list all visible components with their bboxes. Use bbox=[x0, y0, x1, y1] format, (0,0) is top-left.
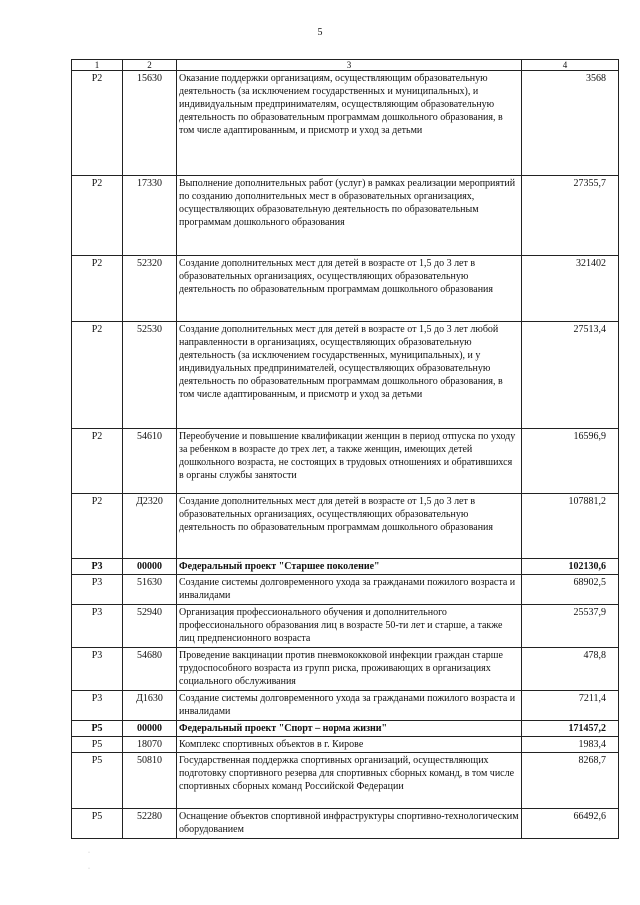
row-code: P5 bbox=[72, 809, 123, 839]
row-amount: 7211,4 bbox=[522, 691, 619, 721]
row-amount: 321402 bbox=[522, 256, 619, 322]
row-code: P2 bbox=[72, 176, 123, 256]
row-description: Создание дополнительных мест для детей в возрасте от 1,5 до 3 лет в образовательных организациях, осуществляющих образовательную деятельность по образовательным программам дошкольного образования bbox=[177, 256, 522, 322]
row-subcode: 18070 bbox=[123, 737, 177, 753]
row-code: P5 bbox=[72, 737, 123, 753]
row-amount: 27355,7 bbox=[522, 176, 619, 256]
row-description: Создание дополнительных мест для детей в возрасте от 1,5 до 3 лет любой направленности в организациях, осуществляющих образовательную деятельность (за исключением государственных, муниципальных), и у индивидуальных предпринимателей, осуществляющих образовательную деятельность по образовательным программам дошкольного образования, в том числе адаптированным, и присмотр и уход за детьми bbox=[177, 322, 522, 429]
row-code: P2 bbox=[72, 71, 123, 176]
row-description: Оснащение объектов спортивной инфраструктуры спортивно-технологическим оборудованием bbox=[177, 809, 522, 839]
table-row bbox=[72, 176, 619, 256]
row-amount: 16596,9 bbox=[522, 429, 619, 494]
row-description: Федеральный проект "Спорт – норма жизни" bbox=[177, 721, 522, 737]
row-code: P3 bbox=[72, 559, 123, 575]
table-row bbox=[72, 575, 619, 605]
row-subcode: 52280 bbox=[123, 809, 177, 839]
table-row bbox=[72, 737, 619, 753]
row-subcode: 54610 bbox=[123, 429, 177, 494]
row-subcode: 51630 bbox=[123, 575, 177, 605]
row-description: Федеральный проект "Старшее поколение" bbox=[177, 559, 522, 575]
row-subcode: 52940 bbox=[123, 605, 177, 648]
row-subcode: Д2320 bbox=[123, 494, 177, 559]
row-description: Проведение вакцинации против пневмококковой инфекции граждан старше трудоспособного возраста из групп риска, проживающих в организациях социального обслуживания bbox=[177, 648, 522, 691]
row-subcode: 50810 bbox=[123, 753, 177, 809]
table-row-section bbox=[72, 721, 619, 737]
row-code: P3 bbox=[72, 691, 123, 721]
table-row bbox=[72, 753, 619, 809]
row-code: P3 bbox=[72, 575, 123, 605]
row-code: P3 bbox=[72, 648, 123, 691]
scan-artifact: · bbox=[88, 866, 90, 872]
row-subcode: 17330 bbox=[123, 176, 177, 256]
table-row bbox=[72, 648, 619, 691]
column-header-3: 3 bbox=[177, 60, 522, 71]
row-subcode: 54680 bbox=[123, 648, 177, 691]
row-subcode: 00000 bbox=[123, 721, 177, 737]
row-description: Организация профессионального обучения и дополнительного профессионального образования лиц в возрасте 50-ти лет и старше, а также лиц предпенсионного возраста bbox=[177, 605, 522, 648]
row-subcode: 52530 bbox=[123, 322, 177, 429]
row-subcode: 00000 bbox=[123, 559, 177, 575]
row-description: Создание дополнительных мест для детей в возрасте от 1,5 до 3 лет в образовательных организациях, осуществляющих образовательную деятельность по образовательным программам дошкольного образования bbox=[177, 494, 522, 559]
table-row bbox=[72, 256, 619, 322]
row-subcode: 15630 bbox=[123, 71, 177, 176]
row-amount: 171457,2 bbox=[522, 721, 619, 737]
table-row bbox=[72, 429, 619, 494]
row-amount: 107881,2 bbox=[522, 494, 619, 559]
row-amount: 27513,4 bbox=[522, 322, 619, 429]
scan-artifact: · bbox=[88, 850, 90, 856]
row-code: P2 bbox=[72, 494, 123, 559]
row-amount: 66492,6 bbox=[522, 809, 619, 839]
row-description: Комплекс спортивных объектов в г. Кирове bbox=[177, 737, 522, 753]
row-amount: 102130,6 bbox=[522, 559, 619, 575]
column-header-1: 1 bbox=[72, 60, 123, 71]
table-row bbox=[72, 494, 619, 559]
row-amount: 8268,7 bbox=[522, 753, 619, 809]
table-row bbox=[72, 691, 619, 721]
page-number: 5 bbox=[317, 27, 323, 38]
row-code: P2 bbox=[72, 256, 123, 322]
row-amount: 68902,5 bbox=[522, 575, 619, 605]
table-row bbox=[72, 322, 619, 429]
row-description: Оказание поддержки организациям, осуществляющим образовательную деятельность (за исключением государственных и муниципальных), и индивидуальным предпринимателям, осуществляющим образовательную деятельность по образовательным программам дошкольного образования, в том числе адаптированным, и присмотр и уход за детьми bbox=[177, 71, 522, 176]
row-amount: 478,8 bbox=[522, 648, 619, 691]
row-amount: 1983,4 bbox=[522, 737, 619, 753]
row-subcode: Д1630 bbox=[123, 691, 177, 721]
row-amount: 3568 bbox=[522, 71, 619, 176]
column-header-2: 2 bbox=[123, 60, 177, 71]
column-header-4: 4 bbox=[522, 60, 619, 71]
row-code: P5 bbox=[72, 753, 123, 809]
row-code: P3 bbox=[72, 605, 123, 648]
row-description: Создание системы долговременного ухода за гражданами пожилого возраста и инвалидами bbox=[177, 691, 522, 721]
table-header-row bbox=[72, 60, 619, 71]
row-description: Переобучение и повышение квалификации женщин в период отпуска по уходу за ребенком в возрасте до трех лет, а также женщин, имеющих детей дошкольного возраста, не состоящих в трудовых отношениях и обратившихся в органы службы занятости bbox=[177, 429, 522, 494]
row-code: P2 bbox=[72, 429, 123, 494]
table-body bbox=[72, 71, 619, 839]
table-row-section bbox=[72, 559, 619, 575]
row-subcode: 52320 bbox=[123, 256, 177, 322]
budget-table bbox=[71, 59, 619, 839]
table-row bbox=[72, 809, 619, 839]
row-code: P2 bbox=[72, 322, 123, 429]
row-code: P5 bbox=[72, 721, 123, 737]
row-amount: 25537,9 bbox=[522, 605, 619, 648]
table-row bbox=[72, 71, 619, 176]
row-description: Государственная поддержка спортивных организаций, осуществляющих подготовку спортивного резерва для спортивных сборных команд, в том числе спортивных сборных команд Российской Федерации bbox=[177, 753, 522, 809]
row-description: Выполнение дополнительных работ (услуг) в рамках реализации мероприятий по созданию дополнительных мест в образовательных организациях, осуществляющих образовательную деятельность по образовательным программам дошкольного образования bbox=[177, 176, 522, 256]
row-description: Создание системы долговременного ухода за гражданами пожилого возраста и инвалидами bbox=[177, 575, 522, 605]
table-row bbox=[72, 605, 619, 648]
